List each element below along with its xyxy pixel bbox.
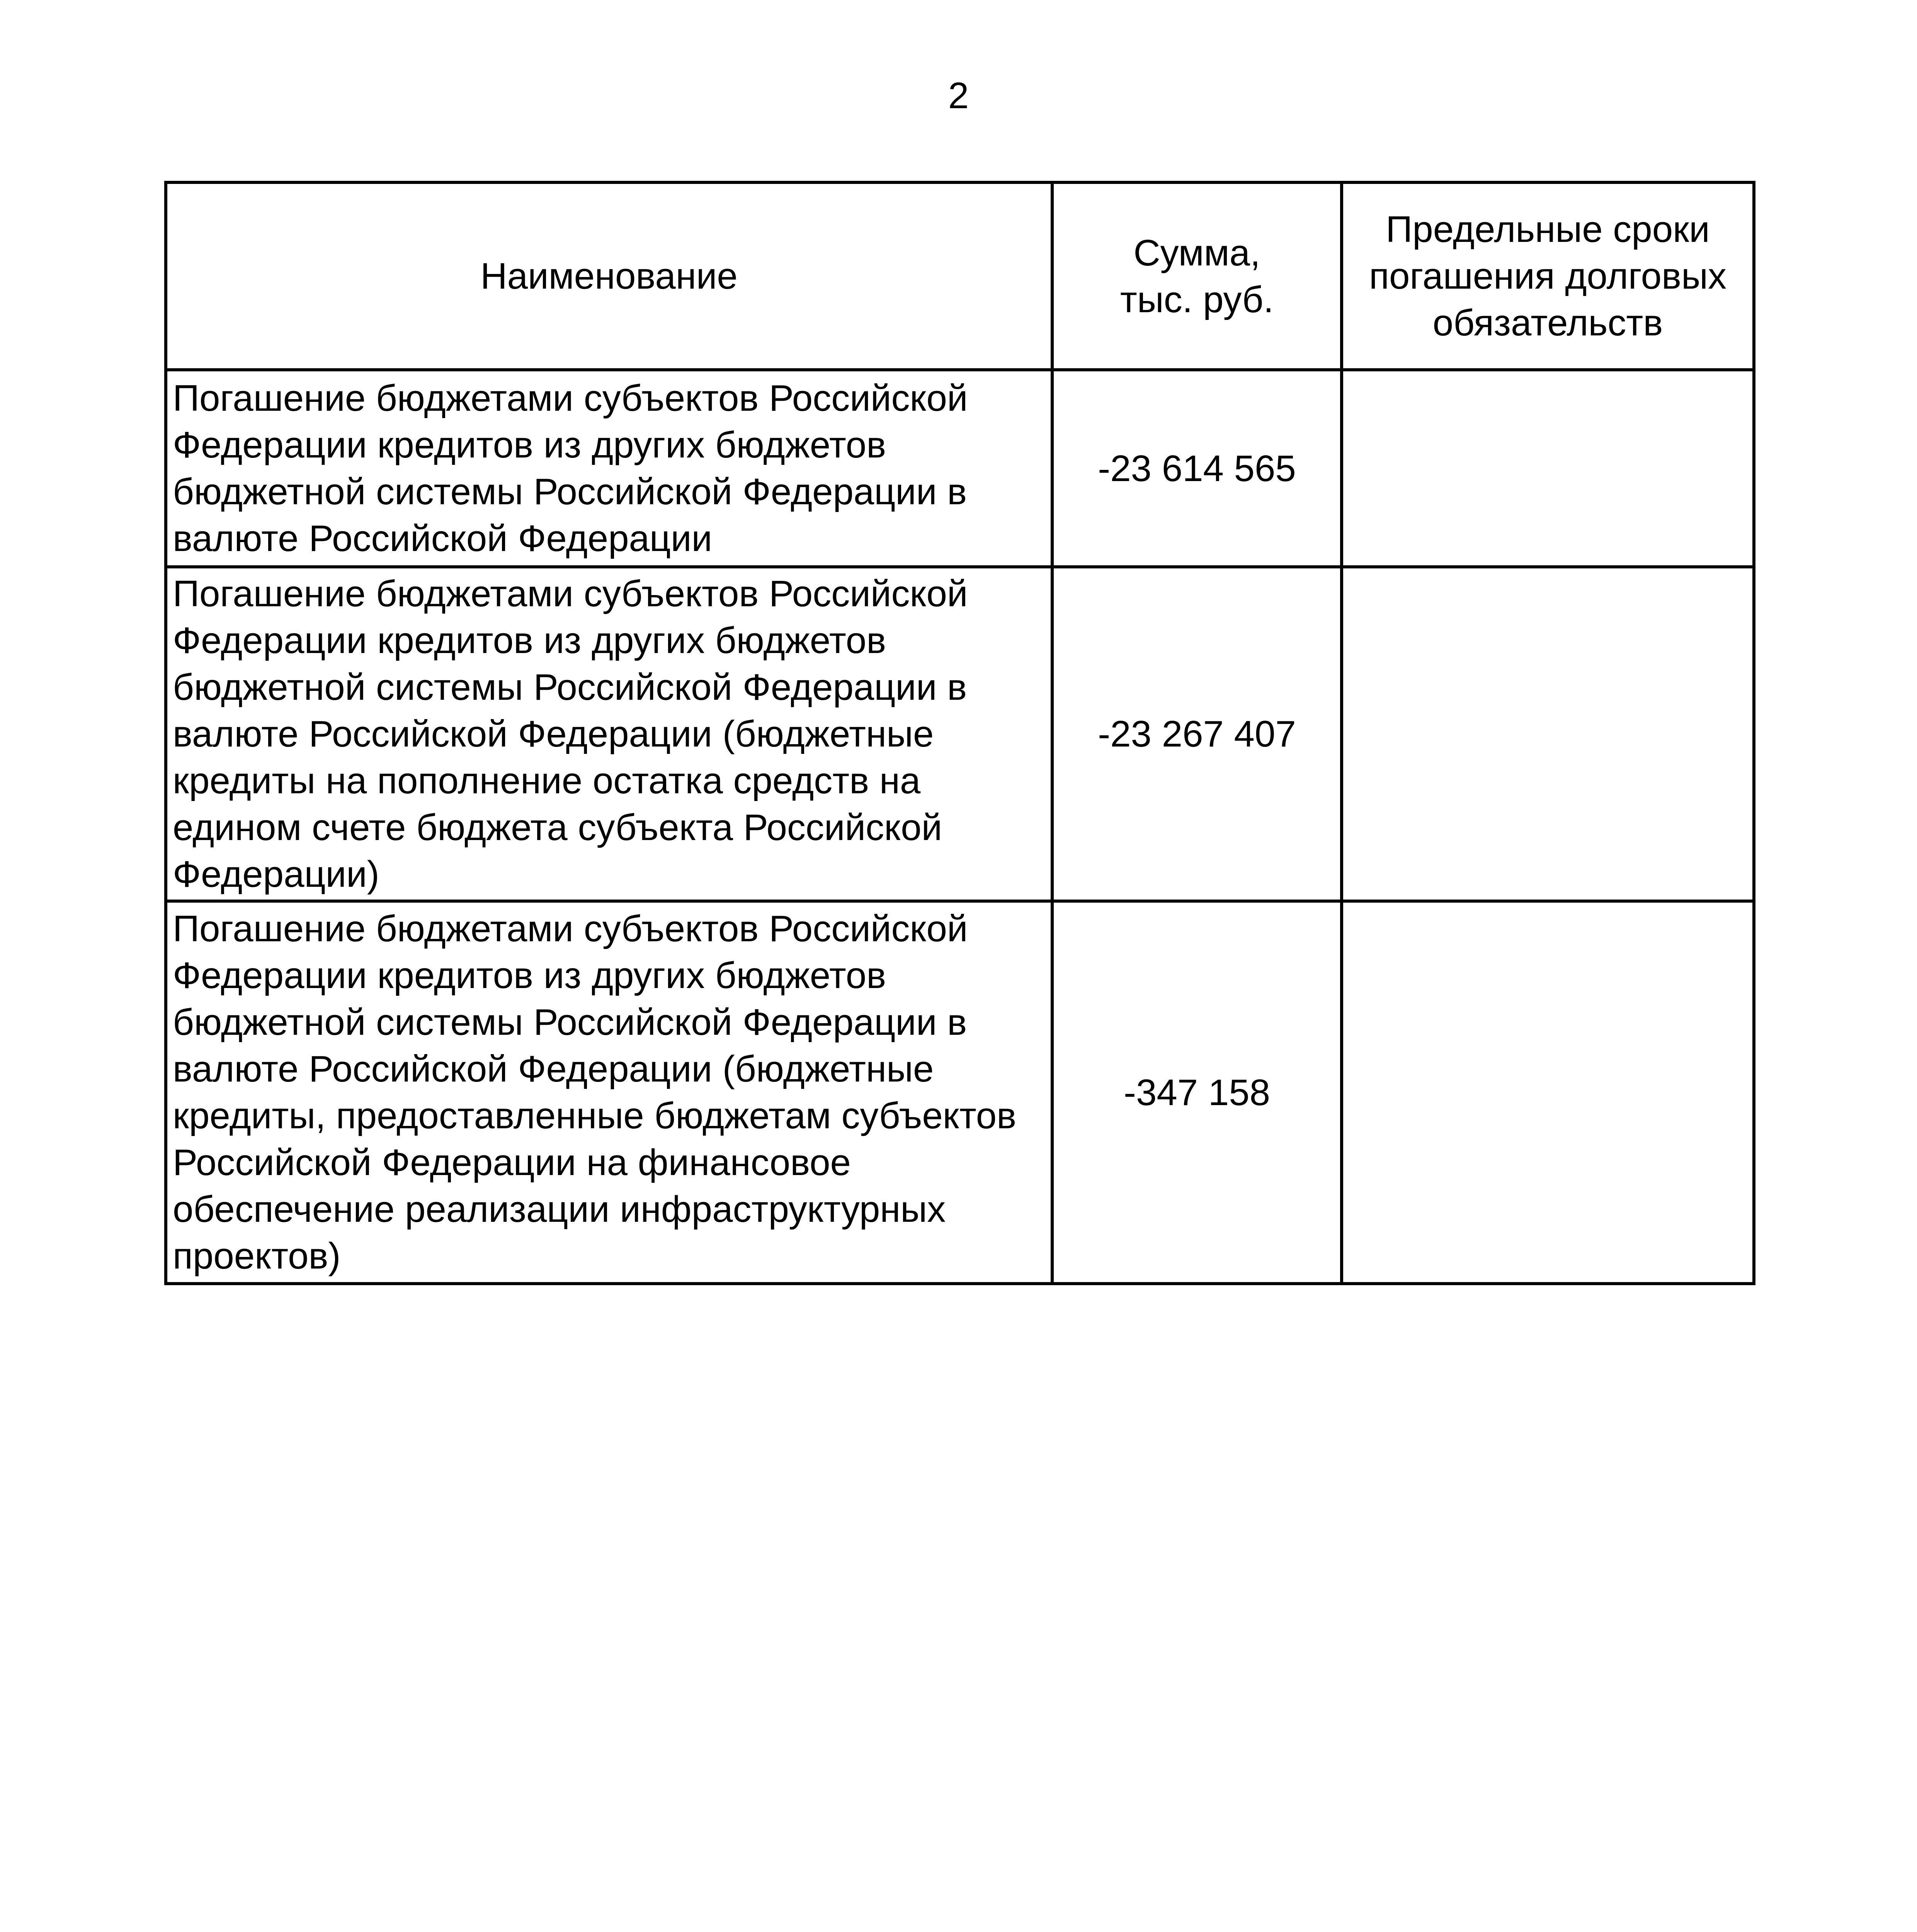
row-name-cell: Погашение бюджетами субъектов Российской Федерации кредитов из других бюджетов бюджетной системы Российской Федерации в валюте Российской Федерации (бюджетные кредиты, предоставленные бюджетам субъектов Российской Федерации на финансовое обеспечение реализации инфраструктурных проектов) (166, 901, 1052, 1284)
header-name (166, 182, 1052, 370)
table-header-row (166, 182, 1754, 370)
header-term-line2: погашения долговых (1369, 255, 1726, 297)
table-row (166, 370, 1754, 567)
header-term (1342, 182, 1754, 370)
row-sum-cell: -23 614 565 (1052, 370, 1342, 567)
row-sum-cell: -347 158 (1052, 901, 1342, 1284)
page-number: 2 (948, 75, 969, 116)
row-term-cell (1342, 901, 1754, 1284)
header-name-text: Наименование (480, 255, 738, 297)
row-term-cell (1342, 567, 1754, 901)
header-sum-line1: Сумма, (1133, 232, 1260, 274)
table-row (166, 567, 1754, 901)
row-name-cell: Погашение бюджетами субъектов Российской Федерации кредитов из других бюджетов бюджетной системы Российской Федерации в валюте Российской Федерации (бюджетные кредиты на пополнение остатка средств на едином счете бюджета субъекта Российской Федерации) (166, 567, 1052, 901)
header-sum-line2: тыс. руб. (1120, 279, 1274, 320)
row-sum-cell: -23 267 407 (1052, 567, 1342, 901)
header-term-line1: Предельные сроки (1386, 209, 1710, 250)
row-term-cell (1342, 370, 1754, 567)
debt-repayment-table (164, 181, 1755, 1285)
table-row (166, 901, 1754, 1284)
header-term-line3: обязательств (1432, 302, 1663, 344)
header-sum (1052, 182, 1342, 370)
row-name-cell: Погашение бюджетами субъектов Российской Федерации кредитов из других бюджетов бюджетной системы Российской Федерации в валюте Российской Федерации (166, 370, 1052, 567)
